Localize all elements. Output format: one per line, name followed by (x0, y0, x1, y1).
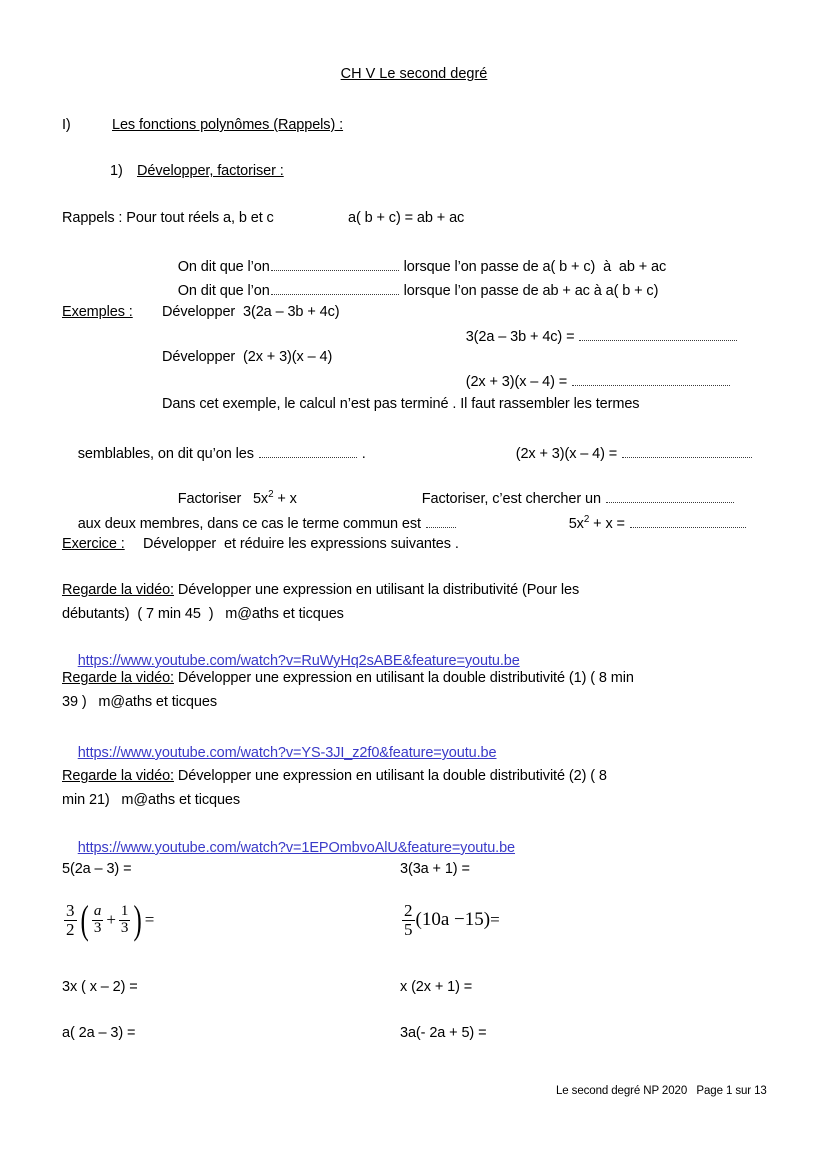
section-title: Les fonctions polynômes (Rappels) : (112, 117, 344, 133)
expression-r2c2 (401, 902, 500, 938)
rappels-line-2-before: On dit que l’on (177, 283, 270, 299)
exercice-label: Exercice : (62, 536, 125, 552)
page-title-text: CH V Le second degré (340, 66, 488, 82)
exercice-text: Développer et réduire les expressions suivantes . (143, 536, 459, 552)
factoriser-definition-before: Factoriser, c’est chercher un (421, 491, 601, 507)
rappels-line-1-before: On dit que l’on (177, 259, 270, 275)
factoriser-prompt-exponent: 2 (268, 489, 274, 501)
factoriser-answer-pre: 5x (568, 516, 584, 532)
video-1-link[interactable]: https://www.youtube.com/watch?v=RuWyHq2sABE&feature=youtu.be (77, 653, 520, 669)
video-1-description (62, 578, 762, 603)
video-1-label: Regarde la vidéo: (62, 582, 174, 598)
fraction-numerator: 3 (66, 901, 75, 920)
factoriser-answer (553, 487, 747, 562)
page-title (0, 66, 828, 82)
page-footer: Le second degré NP 2020 Page 1 sur 13 (556, 1085, 767, 1097)
fraction-numerator: 2 (404, 901, 413, 920)
expression-r3c2: x (2x + 1) = (400, 979, 473, 995)
video-2-description-line2: 39 ) m@aths et ticques (62, 694, 217, 710)
exemples-note-line2-before: semblables, on dit qu’on les (77, 446, 254, 462)
fraction-numerator: 1 (120, 903, 129, 920)
fraction-denominator: 5 (404, 919, 413, 939)
fill-in-blank-8[interactable] (426, 518, 456, 528)
video-3-description-line2: min 21) m@aths et ticques (62, 792, 241, 808)
video-2-link[interactable]: https://www.youtube.com/watch?v=YS-3JI_z2f0&feature=youtu.be (77, 745, 497, 761)
rappels-line-2-after: lorsque l’on passe de ab + ac à a( b + c) (403, 283, 659, 299)
factoriser-prompt-post: + x (273, 491, 297, 507)
video-1-description-line1: Développer une expression en utilisant la distributivité (Pour les (177, 582, 580, 598)
fill-in-blank-6[interactable] (622, 448, 752, 458)
exemples-note-line1: Dans cet exemple, le calcul n’est pas terminé . Il faut rassembler les termes (162, 396, 640, 412)
subsection-title: Développer, factoriser : (137, 163, 284, 179)
exemples-label: Exemples : (62, 304, 133, 320)
fill-in-blank-2[interactable] (271, 285, 399, 295)
factoriser-answer-post: + x = (589, 516, 625, 532)
fraction-denominator: 2 (66, 919, 75, 939)
video-3-description-line1: Développer une expression en utilisant la double distributivité (2) ( 8 (177, 768, 607, 784)
fraction-inner-first (92, 904, 104, 936)
fraction-denominator: 3 (93, 919, 102, 936)
fill-in-blank-9[interactable] (630, 518, 746, 528)
section-number: I) (62, 117, 71, 133)
rappels-line-1-after: lorsque l’on passe de a( b + c) à ab + ac (403, 259, 667, 275)
fraction-coefficient-2 (402, 902, 415, 938)
rappels-lead: Rappels : Pour tout réels a, b et c (62, 210, 274, 226)
video-2-description-line1: Développer une expression en utilisant la double distributivité (1) ( 8 min (177, 670, 634, 686)
fraction-denominator: 3 (120, 919, 129, 936)
fraction-numerator: a (93, 903, 102, 920)
equals-sign: = (490, 910, 500, 930)
parenthesized-binomial: (10a −15) (415, 909, 491, 931)
fraction-coefficient-1 (64, 902, 77, 938)
expression-r1c1: 5(2a – 3) = (62, 861, 132, 877)
expression-r2c1 (63, 897, 155, 943)
factoriser-prompt-pre: Factoriser 5x (177, 491, 269, 507)
fill-in-blank-4[interactable] (572, 376, 730, 386)
exemples-row2-prompt: Développer (2x + 3)(x – 4) (162, 349, 333, 365)
plus-operator: + (106, 910, 116, 930)
expression-r1c2: 3(3a + 1) = (400, 861, 470, 877)
video-1-description-line2: débutants) ( 7 min 45 ) m@aths et ticques (62, 606, 344, 622)
left-parenthesis: ( (80, 897, 89, 943)
right-parenthesis: ) (133, 897, 143, 943)
expression-r3c1: 3x ( x – 2) = (62, 979, 138, 995)
video-2-label: Regarde la vidéo: (62, 670, 174, 686)
exemples-note-line2-after: . (361, 446, 366, 462)
expression-r4c2: 3a(- 2a + 5) = (400, 1025, 487, 1041)
rappels-identity: a( b + c) = ab + ac (348, 210, 465, 226)
video-3-description (62, 764, 782, 789)
equals-sign: = (144, 910, 155, 930)
fill-in-blank-5[interactable] (259, 448, 357, 458)
expression-r4c1: a( 2a – 3) = (62, 1025, 136, 1041)
video-3-link[interactable]: https://www.youtube.com/watch?v=1EPOmbvoAlU&feature=youtu.be (77, 840, 516, 856)
fill-in-blank-3[interactable] (579, 331, 737, 341)
video-3-label: Regarde la vidéo: (62, 768, 174, 784)
subsection-number: 1) (110, 163, 123, 179)
exemples-row1-prompt: Développer 3(2a – 3b + 4c) (162, 304, 340, 320)
factoriser-definition-line2-text: aux deux membres, dans ce cas le terme commun est (77, 516, 421, 532)
exemples-note-answer-lhs: (2x + 3)(x – 4) = (515, 446, 618, 462)
exemples-row2-answer-lhs: (2x + 3)(x – 4) = (465, 374, 568, 390)
fraction-inner-second (119, 904, 131, 936)
factoriser-answer-exponent: 2 (583, 514, 590, 526)
video-2-description (62, 666, 782, 691)
exemples-row1-answer-lhs: 3(2a – 3b + 4c) = (465, 329, 575, 345)
